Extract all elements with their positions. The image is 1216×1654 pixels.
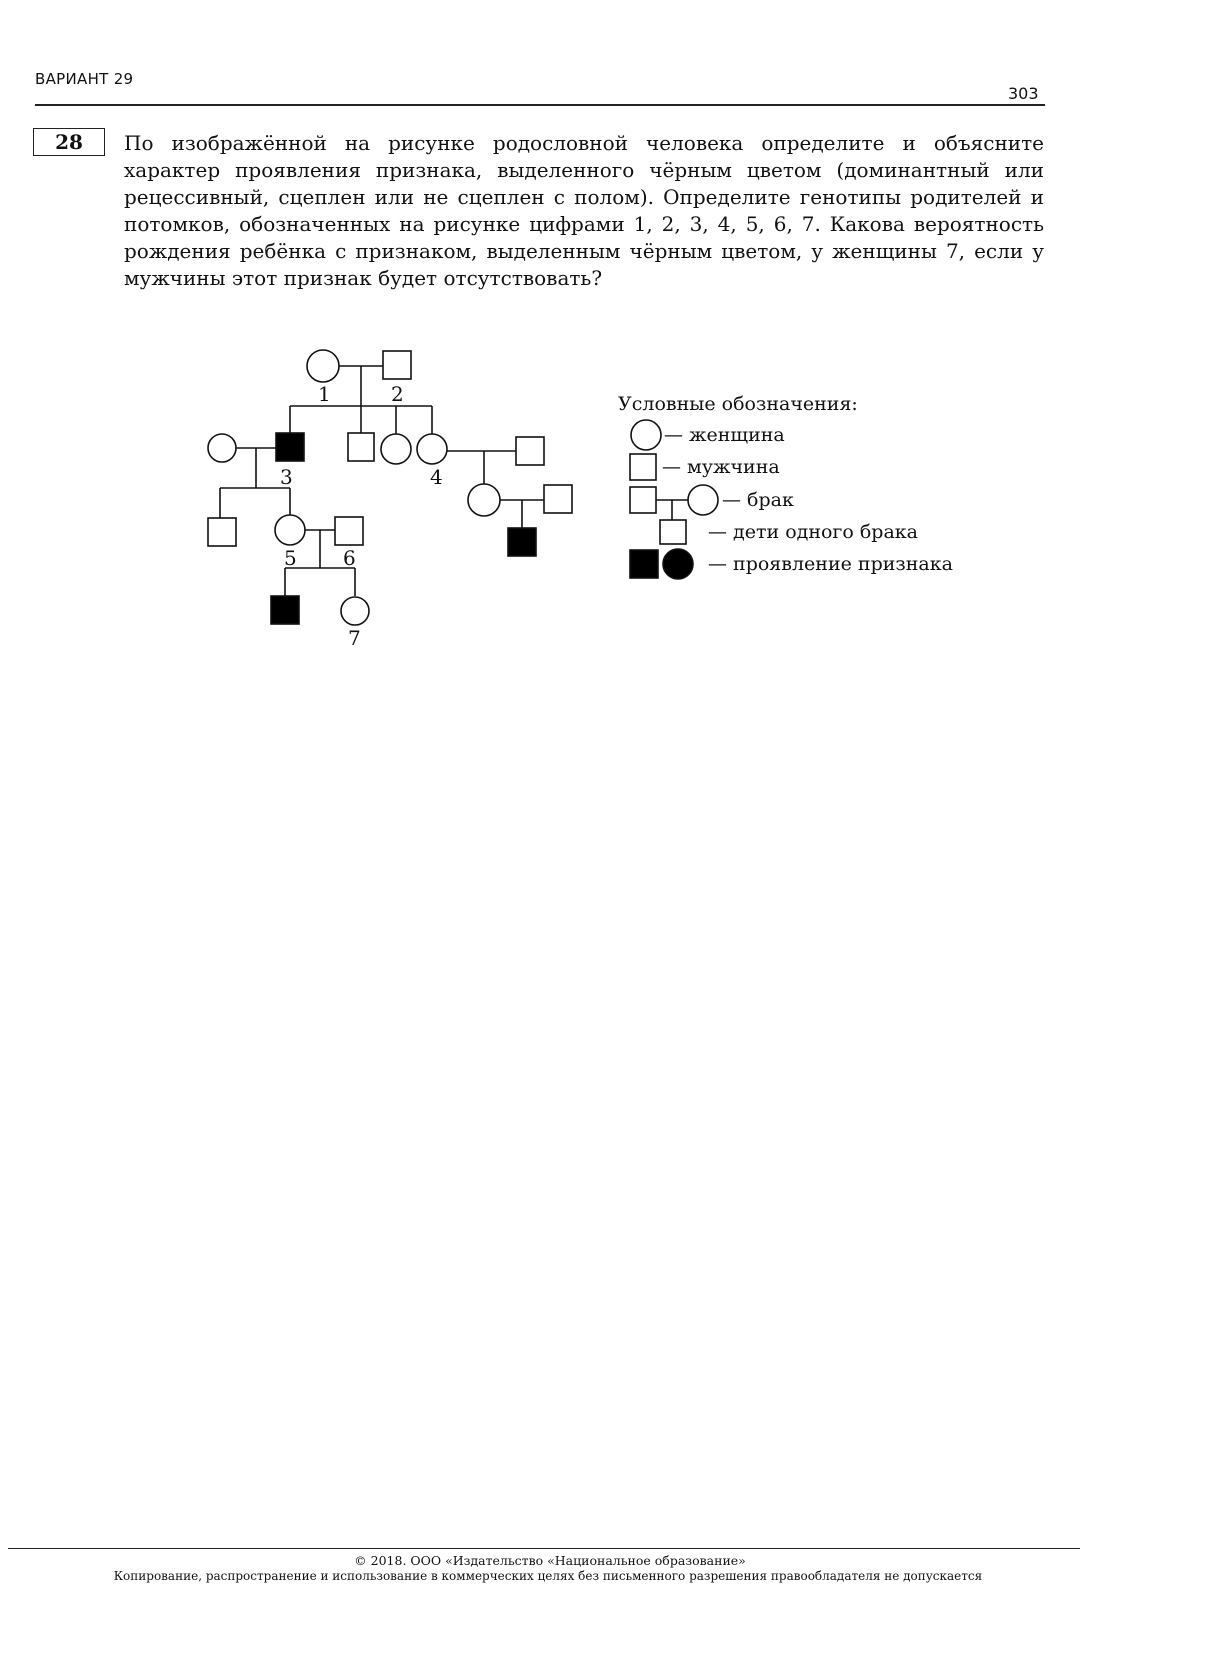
pedigree-label-4: 4 <box>430 465 443 489</box>
pedigree-male-sibling <box>348 433 374 461</box>
pedigree-male-6 <box>335 517 363 545</box>
task-number-box: 28 <box>33 128 105 156</box>
legend-affected-female-symbol <box>663 549 693 579</box>
pedigree-female-7 <box>341 597 369 625</box>
pedigree-female-4 <box>417 434 447 464</box>
pedigree-male-3-affected <box>276 433 304 461</box>
pedigree-label-3: 3 <box>280 465 293 489</box>
task-question-text: По изображённой на рисунке родословной человека определите и объясните характер проявления признака, выделенного чёрным цветом (доминантный или рецессивный, сцеплен или не сцеплен с полом). Определите генотипы родителей и потомков, обозначенных на рисунке цифрами 1, 2, 3, 4, 5, 6, 7. Какова вероятность рождения ребёнка с признаком, выделенным чёрным цветом, у женщины 7, если у мужчины этот признак будет отсутствовать? <box>124 131 1044 290</box>
legend-female-symbol <box>631 420 661 450</box>
legend-child-symbol <box>660 520 686 544</box>
pedigree-female-1 <box>307 350 339 382</box>
legend-marriage-male-symbol <box>630 487 656 513</box>
pedigree-male-husband-child-4 <box>544 485 572 513</box>
pedigree-label-7: 7 <box>348 626 361 650</box>
pedigree-male-2 <box>383 351 411 379</box>
variant-title: ВАРИАНТ 29 <box>35 70 134 88</box>
footer-copyright: © 2018. ООО «Издательство «Национальное образование» <box>354 1553 746 1568</box>
pedigree-label-5: 5 <box>284 546 297 570</box>
legend-affected-label: — проявление признака <box>708 553 953 575</box>
pedigree-female-child-4 <box>468 484 500 516</box>
legend-male-label: — мужчина <box>662 456 780 478</box>
legend-title: Условные обозначения: <box>618 393 858 415</box>
pedigree-label-2: 2 <box>391 382 404 406</box>
pedigree-male-child-5-affected <box>271 596 299 624</box>
pedigree-male-grandchild-4-affected <box>508 528 536 556</box>
pedigree-male-husband-4 <box>516 437 544 465</box>
pedigree-female-wife-3 <box>208 434 236 462</box>
pedigree-label-6: 6 <box>343 546 356 570</box>
legend-affected-male-symbol <box>630 550 658 578</box>
pedigree-male-child-3 <box>208 518 236 546</box>
legend-marriage-label: — брак <box>722 489 794 511</box>
footer-divider <box>8 1548 1080 1549</box>
page-number: 303 <box>1008 84 1039 103</box>
pedigree-label-1: 1 <box>318 382 331 406</box>
legend-children-label: — дети одного брака <box>708 521 919 543</box>
legend-marriage-female-symbol <box>688 485 718 515</box>
legend-male-symbol <box>630 454 656 480</box>
pedigree-female-sibling <box>381 434 411 464</box>
legend-female-label: — женщина <box>664 424 785 446</box>
pedigree-female-5 <box>275 515 305 545</box>
footer-notice: Копирование, распространение и использование в коммерческих целях без письменного разрешения правообладателя не допускается <box>113 1569 983 1583</box>
